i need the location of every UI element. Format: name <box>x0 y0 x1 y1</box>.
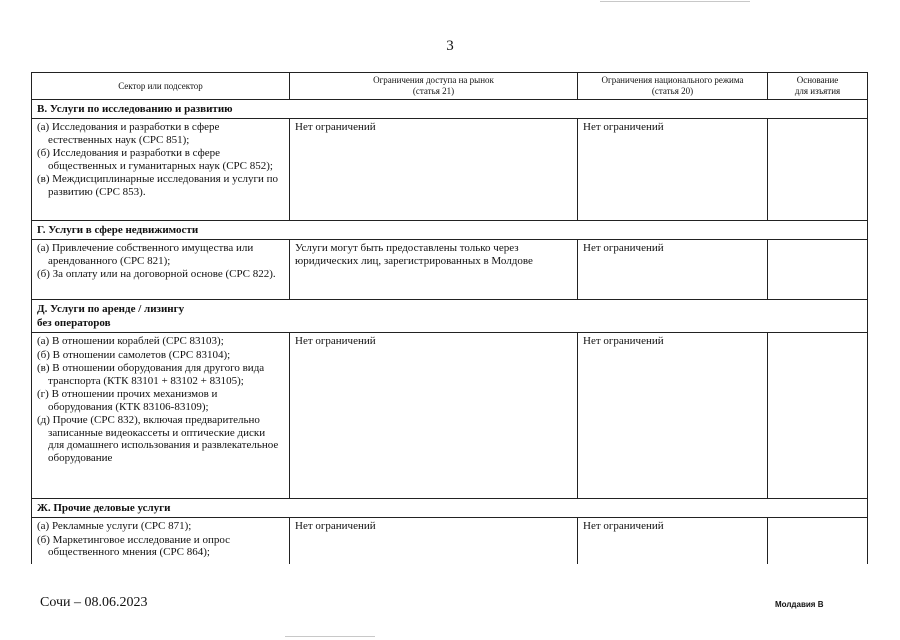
section-header-row <box>32 499 868 518</box>
market-access-cell: Нет ограничений <box>290 333 578 499</box>
basis-cell <box>768 518 868 564</box>
national-treatment-cell: Нет ограничений <box>578 240 768 300</box>
sector-item: (б) Маркетинговое исследование и опрос общественного мнения (CPC 864); <box>37 533 230 558</box>
market-access-cell: Услуги могут быть предоставлены только через юридических лиц, зарегистрированных в Молдове <box>290 240 578 300</box>
sector-item: (б) Исследования и разработки в сфере общественных и гуманитарных наук (CPC 852); <box>37 147 273 172</box>
sector-item: (в) Междисциплинарные исследования и услуги по развитию (CPC 853). <box>37 173 279 198</box>
footer-date: Сочи – 08.06.2023 <box>40 595 148 610</box>
market-access-cell: Нет ограничений <box>290 119 578 221</box>
section-header-row <box>32 300 868 333</box>
section-header-row <box>32 221 868 240</box>
scan-artifact-top <box>600 1 750 2</box>
sector-item: (а) Исследования и разработки в сфере естественных наук (CPC 851); <box>37 121 220 146</box>
section-title: Г. Услуги в сфере недвижимости <box>32 221 868 240</box>
table-row <box>32 119 868 221</box>
section-title-line: Д. Услуги по аренде / лизингу <box>37 303 185 315</box>
header-basis: Основание для изъятия <box>768 73 868 100</box>
national-treatment-cell: Нет ограничений <box>578 518 768 564</box>
sector-cell <box>32 240 290 300</box>
sector-item: (г) В отношении прочих механизмов и оборудования (КТК 83106-83109); <box>37 388 218 413</box>
header-national-treatment: Ограничения национального режима (статья 20) <box>578 73 768 100</box>
section-title: Ж. Прочие деловые услуги <box>32 499 868 518</box>
table-header-row <box>32 73 868 100</box>
header-market-access: Ограничения доступа на рынок (статья 21) <box>290 73 578 100</box>
footer-country: Молдавия В <box>775 600 824 609</box>
sector-item: (а) Рекламные услуги (CPC 871); <box>37 520 192 532</box>
sector-cell <box>32 333 290 499</box>
basis-cell <box>768 119 868 221</box>
sector-item: (б) В отношении самолетов (CPC 83104); <box>37 348 231 361</box>
sector-cell <box>32 119 290 221</box>
page-number: 3 <box>446 38 454 54</box>
section-title <box>32 300 868 333</box>
sector-item: (б) За оплату или на договорной основе (CPC 822). <box>37 268 276 280</box>
sector-item: (а) Привлечение собственного имущества или арендованного (CPC 821); <box>37 242 254 267</box>
table-row <box>32 240 868 300</box>
scan-artifact-bottom <box>285 636 375 637</box>
basis-cell <box>768 333 868 499</box>
section-header-row <box>32 100 868 119</box>
sector-item: (в) В отношении оборудования для другого вида транспорта (КТК 83101 + 83102 + 83105); <box>37 362 265 387</box>
schedule-table <box>31 72 868 564</box>
section-title: В. Услуги по исследованию и развитию <box>32 100 868 119</box>
national-treatment-cell: Нет ограничений <box>578 119 768 221</box>
sector-item: (д) Прочие (CPC 832), включая предварительно записанные видеокассеты и оптические диски для домашнего использования и развлекательное оборудование <box>37 414 279 464</box>
table-row <box>32 518 868 564</box>
table-row <box>32 333 868 499</box>
basis-cell <box>768 240 868 300</box>
market-access-cell: Нет ограничений <box>290 518 578 564</box>
section-title-line: без операторов <box>37 317 111 329</box>
header-sector: Сектор или подсектор <box>32 73 290 100</box>
sector-item: (а) В отношении кораблей (CPC 83103); <box>37 335 224 347</box>
sector-cell <box>32 518 290 564</box>
national-treatment-cell: Нет ограничений <box>578 333 768 499</box>
